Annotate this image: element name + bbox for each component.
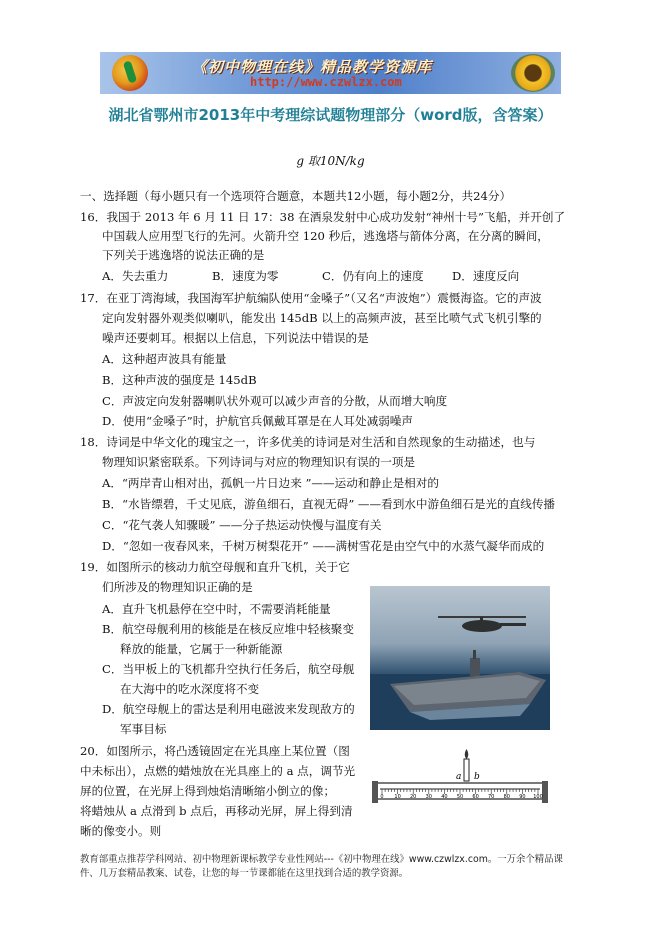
q19-line-2: 们所涉及的物理知识正确的是 [102, 580, 253, 594]
q20-line-2: 中未标出），点燃的蜡烛放在光具座上的 a 点，调节光 [80, 764, 356, 778]
q18-line-1: 18．诗词是中华文化的瑰宝之一，许多优美的诗词是对生活和自然现象的生动描述，也与 [80, 435, 536, 449]
q19-option-a: A．直升飞机悬停在空中时，不需要消耗能量 [102, 602, 331, 616]
scale-label: 20 [410, 794, 417, 800]
sunflower-icon [511, 54, 555, 92]
point-b-label: b [474, 772, 480, 782]
footer-line-1: 教育部重点推荐学科网站、初中物理新课标教学专业性网站---《初中物理在线》www.czwlzx.com。一万余个精品课 [80, 854, 563, 865]
scale-label: 0 [380, 794, 384, 800]
footer-line-2: 件、几万套精品教案、试卷，让您的每一节课都能在这里找到合适的教学资源。 [80, 868, 409, 879]
scale-label: 70 [488, 794, 495, 800]
scale-label: 90 [519, 794, 526, 800]
header-banner [100, 52, 561, 94]
q19-option-b: B．航空母舰利用的核能是在核反应堆中轻核聚变 [102, 622, 354, 636]
q17-option-a: A．这种超声波具有能量 [102, 352, 227, 366]
scale-label: 10 [394, 794, 401, 800]
scale-label: 50 [456, 794, 464, 800]
q20-line-4: 将蜡烛从 a 点滑到 b 点后，再移动光屏，屏上得到清 [80, 804, 353, 818]
q16-option-b: B．速度为零 [212, 269, 279, 283]
q19-option-c: C．当甲板上的飞机都升空执行任务后，航空母舰 [102, 662, 355, 676]
carrier-helicopter-illustration [370, 586, 550, 730]
q20-line-1: 20．如图所示，将凸透镜固定在光具座上某位置（图 [80, 744, 350, 758]
q17-line-1: 17．在亚丁湾海域，我国海军护航编队使用“金嗓子”（又名“声波炮”）震慑海盗。它的声波 [80, 291, 542, 305]
aircraft-carrier-photo [370, 586, 550, 730]
q16-line-1: 16．我国于 2013 年 6 月 11 日 17：38 在酒泉发射中心成功发射“神州十号”飞船，并开创了 [80, 210, 566, 224]
q18-option-d: D．“忽如一夜春风来，千树万树梨花开” ——满树雪花是由空气中的水蒸气凝华而成的 [102, 539, 545, 553]
q17-option-b: B．这种声波的强度是 145dB [102, 373, 257, 387]
site-logo-icon [112, 55, 148, 91]
q16-line-3: 下列关于逃逸塔的说法正确的是 [102, 248, 265, 262]
scale-label: 80 [503, 794, 510, 800]
q16-line-2: 中国载人应用型飞行的先河。火箭升空 120 秒后，逃逸塔与箭体分离，在分离的瞬间， [102, 229, 549, 243]
q19-option-d: D．航空母舰上的雷达是利用电磁波来发现敌方的 [102, 702, 355, 716]
q18-line-2: 物理知识紧密联系。下列诗词与对应的物理知识有误的一项是 [102, 455, 416, 469]
banner-url[interactable]: http://www.czwlzx.com [250, 75, 402, 89]
optical-bench-figure [370, 745, 550, 807]
q16-option-a: A．失去重力 [102, 269, 169, 283]
footer [80, 853, 600, 881]
q17-line-2: 定向发射器外观类似喇叭，能发出 145dB 以上的高频声波，甚至比喷气式飞机引擎的 [102, 311, 542, 325]
q19-option-b-cont: 释放的能量，它属于一种新能源 [120, 642, 283, 656]
banner-title: 《初中物理在线》精品教学资源库 [192, 58, 433, 76]
point-a-label: a [456, 772, 462, 782]
candle-icon [464, 759, 469, 781]
section-heading: 一、选择题（每小题只有一个选项符合题意，本题共12小题，每小题2分，共24分） [80, 189, 512, 203]
q19-option-c-cont: 在大海中的吃水深度将不变 [120, 682, 260, 696]
flame-icon [465, 749, 469, 759]
q17-option-c: C．声波定向发射器喇叭状外观可以减少声音的分散，从而增大响度 [102, 394, 448, 408]
q16-option-c: C．仍有向上的速度 [322, 269, 424, 283]
q16-option-d: D．速度反向 [452, 269, 520, 283]
q19-option-d-cont: 军事目标 [120, 722, 167, 736]
document-title: 湖北省鄂州市2013年中考理综试题物理部分（word版，含答案） [108, 106, 553, 124]
q17-option-d: D．使用“金嗓子”时，护航官兵佩戴耳罩是在人耳处减弱噪声 [102, 414, 413, 428]
q19-line-1: 19．如图所示的核动力航空母舰和直升飞机，关于它 [80, 560, 350, 574]
scale-label: 60 [472, 794, 479, 800]
q18-option-c: C．“花气袭人知骤暖” ——分子热运动快慢与温度有关 [102, 518, 382, 532]
scale-label: 30 [425, 794, 432, 800]
scale-label: 40 [441, 794, 448, 800]
q18-option-a: A．“两岸青山相对出，孤帆一片日边来 ”——运动和静止是相对的 [102, 476, 439, 490]
given-constant: g 取10N/kg [296, 154, 365, 168]
q20-line-3: 屏的位置，在光屏上得到烛焰清晰缩小倒立的像； [80, 784, 336, 798]
scale-label: 100 [533, 794, 543, 800]
q20-line-5: 晰的像变小。则 [80, 824, 162, 838]
q18-option-b: B．“水皆缥碧，千丈见底，游鱼细石，直视无碍” ——看到水中游鱼细石是光的直线传播 [102, 497, 556, 511]
q17-line-3: 噪声还要刺耳。根据以上信息，下列说法中错误的是 [102, 331, 369, 345]
